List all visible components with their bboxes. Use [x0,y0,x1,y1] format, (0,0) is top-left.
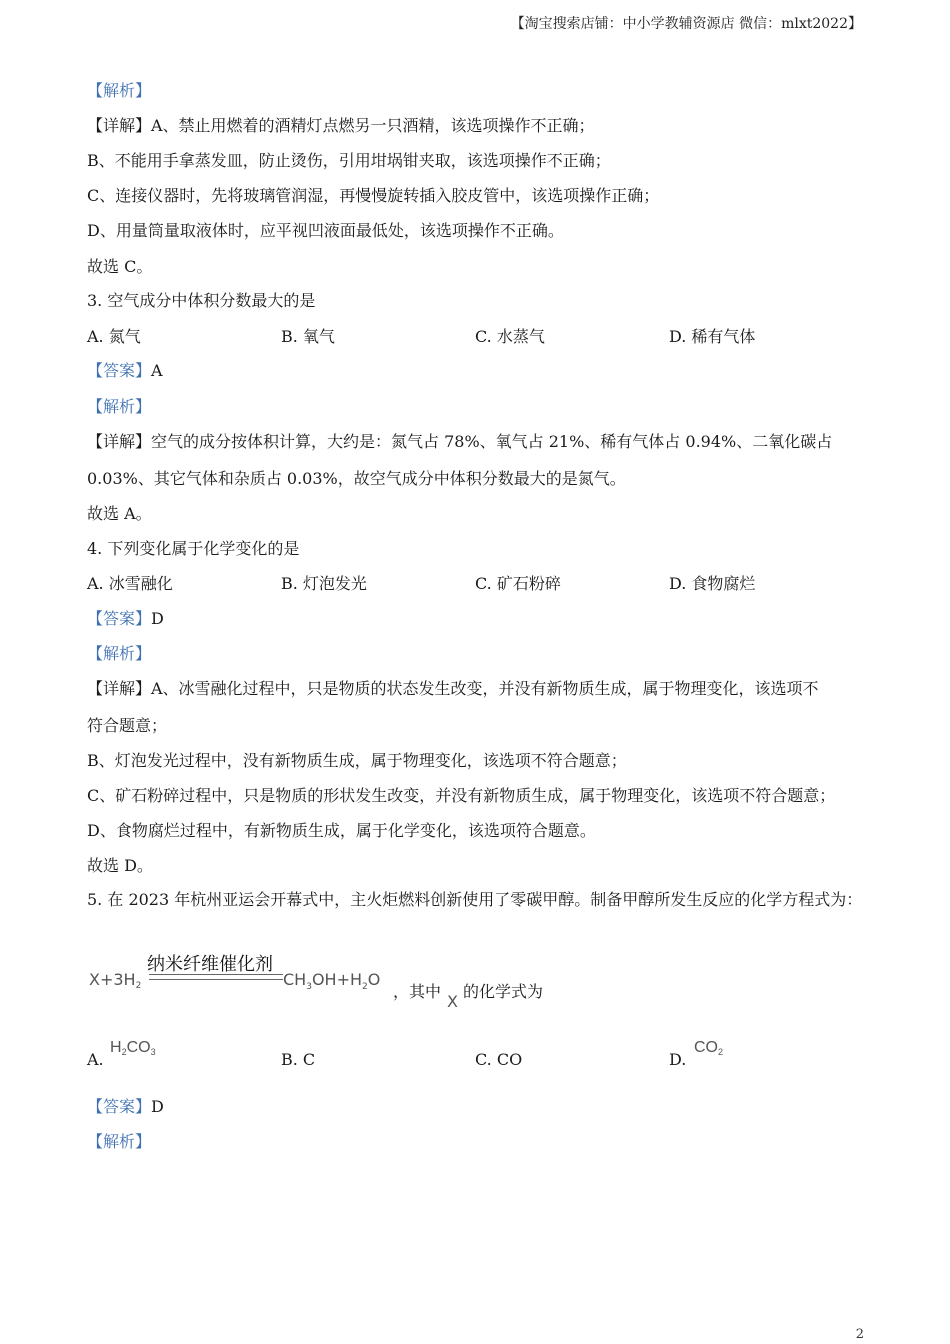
q2-analysis-label: 【解析】 [87,81,152,100]
q2-conclusion: 故选 C。 [87,257,153,276]
q2-detail-b: B、不能用手拿蒸发皿，防止烫伤，引用坩埚钳夹取，该选项操作不正确； [87,151,611,170]
q5-question: 5. 在 2023 年杭州亚运会开幕式中，主火炬燃料创新使用了零碳甲醇。制备甲醇所发生反应的化学方程式为： [87,890,863,909]
q4-detail-c: C、矿石粉碎过程中，只是物质的形状发生改变，并没有新物质生成，属于物理变化，该选项不符合题意； [87,786,836,805]
q5-option-a-formula: $H_2CO_3$ [110,1039,156,1057]
q2-detail-a: 【详解】A、禁止用燃着的酒精灯点燃另一只酒精，该选项操作不正确； [87,116,595,135]
q4-conclusion: 故选 D。 [87,856,153,875]
q4-answer-value: D [151,609,164,628]
equation-lhs: $X+3H_2$ [89,970,142,991]
q4-option-a: A. 冰雪融化 [87,574,173,593]
q3-conclusion: 故选 A。 [87,504,152,523]
q4-detail-d: D、食物腐烂过程中，有新物质生成，属于化学变化，该选项符合题意。 [87,821,596,840]
page-number: 2 [855,1327,864,1342]
q3-answer [87,361,163,381]
q3-answer-value: A [151,361,163,380]
equation-tail-text: 的化学式为 [463,982,544,1001]
q3-option-a: A. 氮气 [87,327,141,346]
q5-option-c: C. CO [475,1050,523,1069]
page-header: 【淘宝搜索店铺：中小学教辅资源店 微信：mlxt2022】 [510,16,862,32]
q5-option-b: B. C [281,1050,316,1069]
q5-answer-value: D [151,1097,164,1116]
q3-answer-label: 【答案】 [87,361,152,380]
q5-answer-label: 【答案】 [87,1097,152,1116]
q2-detail-d: D、用量筒量取液体时，应平视凹液面最低处，该选项操作不正确。 [87,221,564,240]
q3-option-b: B. 氧气 [281,327,335,346]
q2-detail-c: C、连接仪器时，先将玻璃管润湿，再慢慢旋转插入胶皮管中，该选项操作正确； [87,186,660,205]
q3-analysis-label: 【解析】 [87,397,152,416]
q4-question: 4. 下列变化属于化学变化的是 [87,539,300,558]
q4-answer-label: 【答案】 [87,609,152,628]
q5-option-a-label: A. [87,1050,104,1069]
q4-answer [87,609,164,629]
variable-x: X [447,992,458,1011]
equals-sign [149,974,283,980]
catalyst-label: 纳米纤维催化剂 [147,954,273,975]
q3-detail-1: 【详解】空气的成分按体积计算，大约是：氮气占 78%、氧气占 21%、稀有气体占 0.94%、二氧化碳占 [87,432,833,451]
q5-option-d-formula: $CO_2$ [694,1039,724,1057]
q4-detail-2: 符合题意； [87,716,168,735]
q4-detail-1: 【详解】A、冰雪融化过程中，只是物质的状态发生改变，并没有新物质生成，属于物理变化，该选项不 [87,679,819,698]
q4-option-d: D. 食物腐烂 [669,574,756,593]
q5-analysis-label: 【解析】 [87,1132,152,1151]
equation-comma-text: ，其中 [393,982,442,1001]
q3-detail-2: 0.03%、其它气体和杂质占 0.03%，故空气成分中体积分数最大的是氮气。 [87,469,626,488]
q4-analysis-label: 【解析】 [87,644,152,663]
q3-option-d: D. 稀有气体 [669,327,756,346]
q5-answer [87,1097,164,1117]
q3-option-c: C. 水蒸气 [475,327,545,346]
q4-detail-b: B、灯泡发光过程中，没有新物质生成，属于物理变化，该选项不符合题意； [87,751,627,770]
q4-option-b: B. 灯泡发光 [281,574,367,593]
chemical-equation [87,950,787,1010]
q3-question: 3. 空气成分中体积分数最大的是 [87,291,316,310]
q4-option-c: C. 矿石粉碎 [475,574,561,593]
equation-rhs: $CH_3OH+H_2O$ [283,970,381,992]
q5-option-d-label: D. [669,1050,687,1069]
